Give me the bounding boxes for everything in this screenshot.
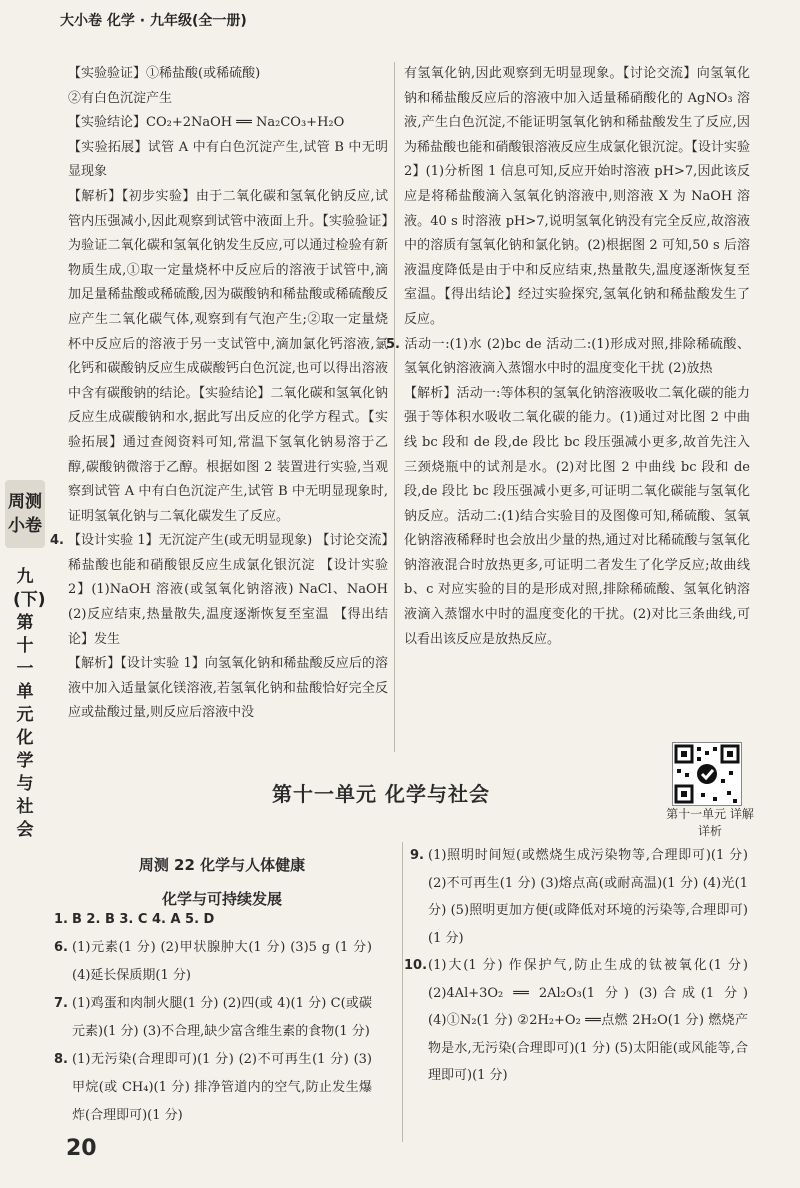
answer-line: 【实验验证】①稀盐酸(或稀硫酸) xyxy=(68,66,261,81)
answer-text: (1)鸡蛋和肉制火腿(1 分) (2)四(或 4)(1 分) C(或碳元素)(1 分) (3)不合理,缺少富含维生素的食物(1 分) xyxy=(72,996,372,1039)
question-number: 4. xyxy=(50,533,64,549)
question-4-analysis: 【解析】【设计实验 1】向氢氧化钠和稀盐酸反应后的溶液中加入适量氯化镁溶液,若氢氧化钠和盐酸恰好完全反应或盐酸过量,则反应后溶液中没 xyxy=(68,656,388,721)
section-title-line-1: 周测 22 化学与人体健康 xyxy=(138,856,306,874)
answer-text: (1)照明时间短(或燃烧生成污染物等,合理即可)(1 分) (2)不可再生(1 分) (3)熔点高(或耐高温)(1 分) (4)光(1 分) (5)照明更加方便(或降低对环境的污染等,合理即可)(1 分) xyxy=(428,848,748,946)
lower-column-divider xyxy=(402,842,403,1142)
section-title-line-2: 化学与可持续发展 xyxy=(161,890,282,908)
answer-item xyxy=(54,990,372,1046)
question-number: 1. xyxy=(54,912,68,927)
answer-item xyxy=(54,906,372,934)
lower-right-answers xyxy=(404,842,748,1090)
question-number: 6. xyxy=(54,940,68,955)
answer-item xyxy=(54,934,372,990)
question-number: 5. xyxy=(386,336,400,352)
side-tab xyxy=(0,480,50,1090)
side-badge: 周测小卷 xyxy=(5,480,45,548)
question-number: 9. xyxy=(410,848,424,863)
side-vertical-label: 九(下) 第十一单元 化学与社会 xyxy=(13,567,46,840)
answer-item xyxy=(404,952,748,1090)
q4-answer-text: 【设计实验 1】无沉淀产生(或无明显现象) 【讨论交流】稀盐酸也能和硝酸银反应生成氯化银沉淀 【设计实验 2】(1)NaOH 溶液(或氢氧化钠溶液) NaCl、NaOH (2)反应结束,热量散失,温度逐渐恢复至室温 【得出结论】发生 xyxy=(68,533,388,647)
right-column xyxy=(386,62,750,652)
answer-line: 【实验拓展】试管 A 中有白色沉淀产生,试管 B 中无明显现象 xyxy=(68,139,388,180)
qr-caption: 第十一单元 详解详析 xyxy=(666,807,754,838)
question-number: 10. xyxy=(404,958,428,973)
page-header: 大小卷 化学 · 九年级(全一册) xyxy=(60,13,247,29)
answer-text: (1)元素(1 分) (2)甲状腺肿大(1 分) (3)5 g (1 分) (4)延长保质期(1 分) xyxy=(72,940,372,983)
answer-item xyxy=(410,842,748,952)
unit-title: 第十一单元 化学与社会 xyxy=(272,782,490,806)
question-number: 8. xyxy=(54,1052,68,1067)
q5-answer-text: 活动一:(1)水 (2)bc de 活动二:(1)形成对照,排除稀硫酸、氢氧化钠溶液滴入蒸馏水中时的温度变化干扰 (2)放热 xyxy=(404,336,750,377)
column-divider xyxy=(394,62,395,752)
left-column xyxy=(50,62,388,726)
answer-line: 【实验结论】CO₂+2NaOH ══ Na₂CO₃+H₂O xyxy=(68,115,345,131)
answer-text: B 2. B 3. C 4. A 5. D xyxy=(72,912,215,927)
answer-line: ②有白色沉淀产生 xyxy=(68,90,173,106)
question-4-answer xyxy=(50,529,388,652)
answer-text: (1)无污染(合理即可)(1 分) (2)不可再生(1 分) (3)甲烷(或 CH₄)(1 分) 排净管道内的空气,防止发生爆炸(合理即可)(1 分) xyxy=(72,1052,372,1123)
q4-analysis-continued: 有氢氧化钠,因此观察到无明显现象。【讨论交流】向氢氧化钠和稀盐酸反应后的溶液中加入适量稀硝酸化的 AgNO₃ 溶液,产生白色沉淀,不能证明氢氧化钠和稀盐酸发生了反应,因为稀盐酸也能和硝酸银溶液反应生成氯化银沉淀。【设计实验 2】(1)分析图 1 信息可知,反应开始时溶液 pH>7,因此该反应是将稀盐酸滴入氢氧化钠溶液中,则溶液 X 为 NaOH 溶液。40 s 时溶液 pH>7,说明氢氧化钠没有完全反应,故溶液中的溶质有氢氧化钠和氯化钠。(2)根据图 2 可知,50 s 后溶液温度降低是由于中和反应结束,热量散失,温度逐渐恢复至室温。【得出结论】经过实验探究,氢氧化钠和稀盐酸发生了反应。 xyxy=(404,66,750,327)
qr-code-icon[interactable] xyxy=(672,742,742,806)
answer-item xyxy=(54,1046,372,1130)
question-number: 7. xyxy=(54,996,68,1011)
question-5-analysis: 【解析】活动一:等体积的氢氧化钠溶液吸收二氧化碳的能力强于等体积水吸收二氧化碳的能力。(1)通过对比图 2 中曲线 bc 段和 de 段,de 段比 bc 段压强减小更多,故首先注入三颈烧瓶中的试剂是水。(2)对比图 2 中曲线 bc 段和 de 段,de 段比 bc 段压强减小更多,可证明二氧化碳能与氢氧化钠反应。活动二:(1)结合实验目的及图像可知,稀硫酸、氢氧化钠溶液稀释时也会放出少量的热,通过对比稀硫酸与氢氧化钠溶液混合时放热更多,可证明二者发生了化学反应;故曲线 b、c 对应实验的目的是形成对照,排除稀硫酸、氢氧化钠溶液滴入蒸馏水中时的温度变化的干扰。(2)对比三条曲线,可以看出该反应是放热反应。 xyxy=(404,385,750,647)
question-5-answer xyxy=(386,333,750,382)
answer-text: (1)大(1 分) 作保护气,防止生成的钛被氧化(1 分) (2)4Al+3O₂ ══ 2Al₂O₃(1 分) (3)合成(1 分) (4)①N₂(1 分) ②2H₂+O₂ ══点燃 2H₂O(1 分) 燃烧产物是水,无污染(合理即可)(1 分) (5)太阳能(或风能等,合理即可)(1 分) xyxy=(428,958,748,1083)
analysis-paragraph: 【解析】【初步实验】由于二氧化碳和氢氧化钠反应,试管内压强减小,因此观察到试管中液面上升。【实验验证】为验证二氧化碳和氢氧化钠发生反应,可以通过检验有新物质生成,①取一定量烧杯中反应后的溶液于试管中,滴加足量稀盐酸或稀硫酸,因为碳酸钠和稀盐酸或稀硫酸反应产生二氧化碳气体,观察到有气泡产生;②取一定量烧杯中反应后的溶液于另一支试管中,滴加氯化钙溶液,氯化钙和碳酸钠反应生成碳酸钙白色沉淀,也可以得出溶液中含有碳酸钠的结论。【实验结论】二氧化碳和氢氧化钠反应生成碳酸钠和水,据此写出反应的化学方程式。【实验拓展】通过查阅资料可知,常温下氢氧化钠易溶于乙醇,碳酸钠微溶于乙醇。根据如图 2 装置进行实验,当观察到试管 A 中有白色沉淀产生,试管 B 中无明显现象时,证明氢氧化钠与二氧化碳发生了反应。 xyxy=(68,188,388,524)
page-number: 20 xyxy=(66,1136,97,1161)
lower-left-answers xyxy=(54,906,372,1130)
